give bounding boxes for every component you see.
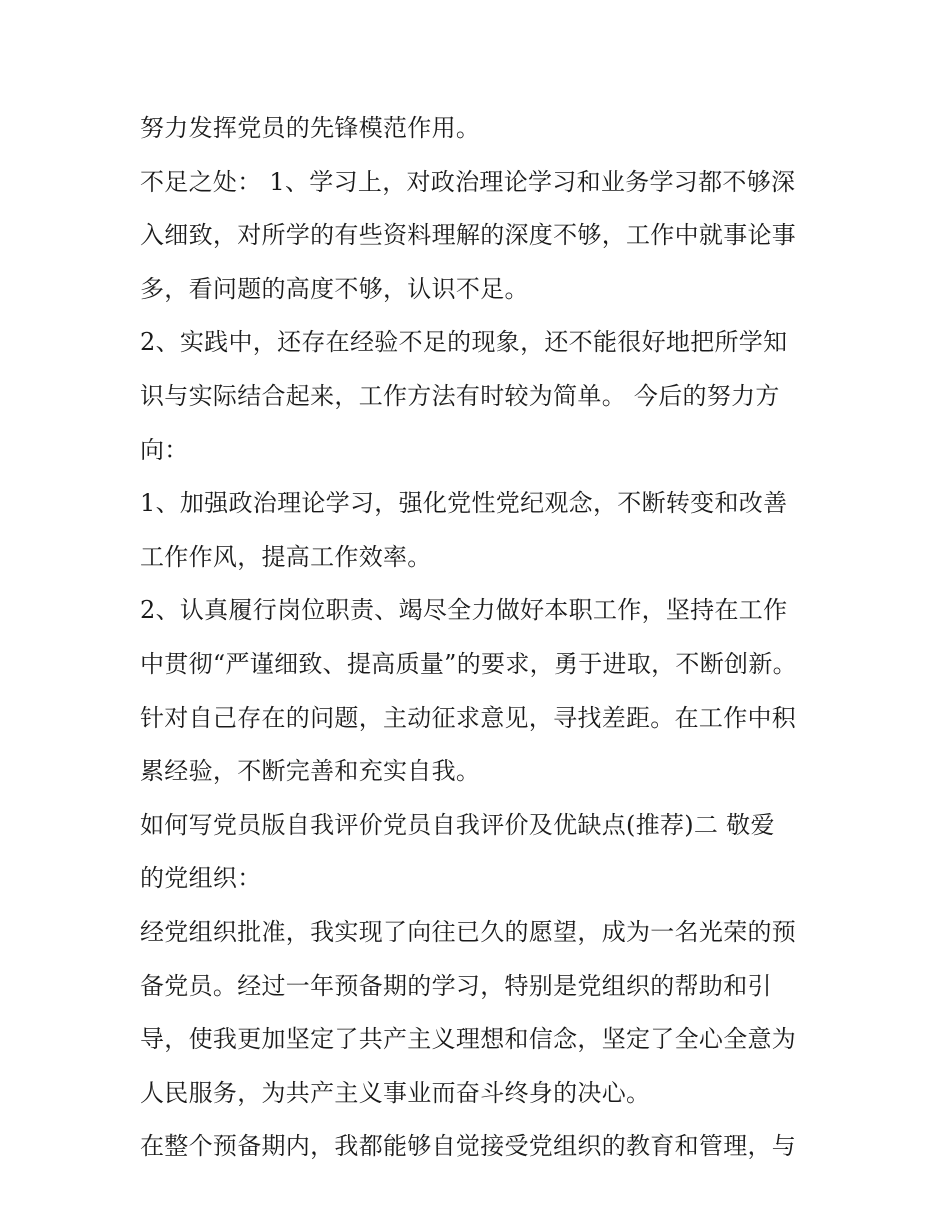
text-line: 累经验，不断完善和充实自我。 <box>140 757 481 786</box>
text-line: 努力发挥党员的先锋模范作用。 <box>140 114 481 142</box>
text-line: 在整个预备期内，我都能够自觉接受党组织的教育和管理，与 <box>140 1132 797 1161</box>
text-line: 人民服务，为共产主义事业而奋斗终身的决心。 <box>140 1078 651 1107</box>
text-line: 入细致，对所学的有些资料理解的深度不够，工作中就事论事 <box>140 221 797 250</box>
text-line: 多，看问题的高度不够，认识不足。 <box>140 274 529 303</box>
document-body <box>140 108 820 1180</box>
text-line: 2、实践中，还存在经验不足的现象，还不能很好地把所学知 <box>140 328 788 357</box>
text-line: 1、加强政治理论学习，强化党性党纪观念，不断转变和改善 <box>140 489 788 518</box>
text-line: 2、认真履行岗位职责、竭尽全力做好本职工作，坚持在工作 <box>140 596 788 625</box>
text-line: 针对自己存在的问题，主动征求意见，寻找差距。在工作中积 <box>140 703 797 732</box>
text-line: 工作作风，提高工作效率。 <box>140 542 432 571</box>
text-line: 识与实际结合起来，工作方法有时较为简单。 今后的努力方 <box>140 381 780 410</box>
text-line: 如何写党员版自我评价党员自我评价及优缺点(推荐)二 敬爱 <box>140 810 775 839</box>
text-line: 经党组织批准，我实现了向往已久的愿望，成为一名光荣的预 <box>140 917 797 946</box>
text-line: 的党组织： <box>140 864 262 893</box>
text-line: 导，使我更加坚定了共产主义理想和信念，坚定了全心全意为 <box>140 1025 797 1054</box>
text-line: 不足之处： 1、学习上，对政治理论学习和业务学习都不够深 <box>140 167 796 196</box>
text-line: 中贯彻“严谨细致、提高质量”的要求，勇于进取，不断创新。 <box>140 649 797 678</box>
text-line: 向： <box>140 435 189 464</box>
text-line: 备党员。经过一年预备期的学习，特别是党组织的帮助和引 <box>140 971 772 1000</box>
